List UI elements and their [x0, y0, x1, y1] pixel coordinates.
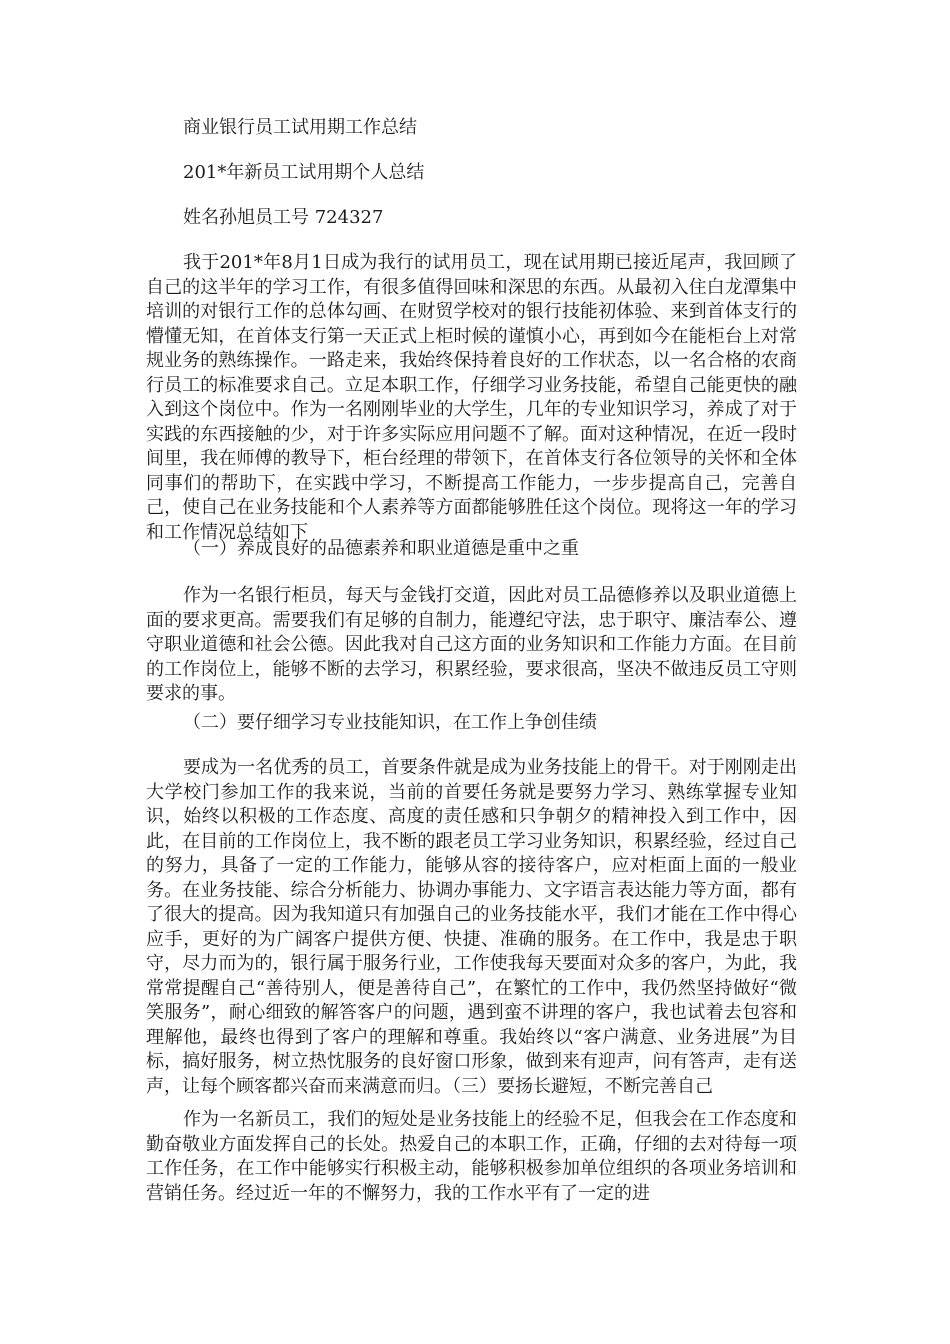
section-heading-1: （一）养成良好的品德素养和职业道德是重中之重 [183, 538, 579, 559]
intro-paragraph: 我于201*年8月1日成为我行的试用员工，现在试用期已接近尾声，我回顾了自己的这半年的学习工作，有很多值得回味和深思的东西。从最初入住白龙潭集中培训的对银行工作的总体勾画、在财贸学校对的银行技能初体验、来到首体支行的懵懂无知，在首体支行第一天正式上柜时候的谨慎小心，再到如今在能柜台上对常规业务的熟练操作。一路走来，我始终保持着良好的工作状态，以一名合格的农商行员工的标准要求自己。立足本职工作，仔细学习业务技能，希望自己能更快的融入到这个岗位中。作为一名刚刚毕业的大学生，几年的专业知识学习，养成了对于实践的东西接触的少，对于许多实际应用问题不了解。面对这种情况，在近一段时间里，我在师傅的教导下，柜台经理的带领下，在首体支行各位领导的关怀和全体同事们的帮助下，在实践中学习，不断提高工作能力，一步步提高自己，完善自己，使自己在业务技能和个人素养等方面都能够胜任这个岗位。现将这一年的学习和工作情况总结如下 [146, 252, 797, 543]
section-3-paragraph: 作为一名新员工，我们的短处是业务技能上的经验不足，但我会在工作态度和勤奋敬业方面发挥自己的长处。热爱自己的本职工作，正确，仔细的去对待每一项工作任务，在工作中能够实行积极主动，能够积极参加单位组织的各项业务培训和营销任务。经过近一年的不懈努力，我的工作水平有了一定的进 [146, 1109, 797, 1204]
section-2-paragraph: 要成为一名优秀的员工，首要条件就是成为业务技能上的骨干。对于刚刚走出大学校门参加工作的我来说，当前的首要任务就是要努力学习、熟练掌握专业知识，始终以积极的工作态度、高度的责任感和只争朝夕的精神投入到工作中，因此，在目前的工作岗位上，我不断的跟老员工学习业务知识，积累经验，经过自己的努力，具备了一定的工作能力，能够从容的接待客户，应对柜面上面的一般业务。在业务技能、综合分析能力、协调办事能力、文字语言表达能力等方面，都有了很大的提高。因为我知道只有加强自己的业务技能水平，我们才能在工作中得心应手，更好的为广阔客户提供方便、快捷、准确的服务。在工作中，我是忠于职守，尽力而为的，银行属于服务行业，工作使我每天要面对众多的客户，为此，我常常提醒自己“善待别人，便是善待自己”，在繁忙的工作中，我仍然坚持做好“微笑服务”，耐心细致的解答客户的问题，遇到蛮不讲理的客户，我也试着去包容和理解他，最终也得到了客户的理解和尊重。我始终以“客户满意、业务进展”为目标，搞好服务，树立热忱服务的良好窗口形象，做到来有迎声，问有答声，走有送声，让每个顾客都兴奋而来满意而归。（三）要扬长避短，不断完善自己 [146, 757, 797, 1097]
document-subtitle: 201*年新员工试用期个人总结 [183, 162, 425, 183]
section-1-paragraph: 作为一名银行柜员，每天与金钱打交道，因此对员工品德修养以及职业道德上面的要求更高。需要我们有足够的自制力，能遵纪守法，忠于职守、廉洁奉公、遵守职业道德和社会公德。因此我对自己这方面的业务知识和工作能力方面。在目前的工作岗位上，能够不断的去学习，积累经验，要求很高，坚决不做违反员工守则要求的事。 [146, 585, 797, 704]
section-heading-2: （二）要仔细学习专业技能知识，在工作上争创佳绩 [183, 712, 597, 733]
document-title: 商业银行员工试用期工作总结 [183, 117, 417, 138]
author-line: 姓名孙旭员工号 724327 [183, 207, 384, 228]
